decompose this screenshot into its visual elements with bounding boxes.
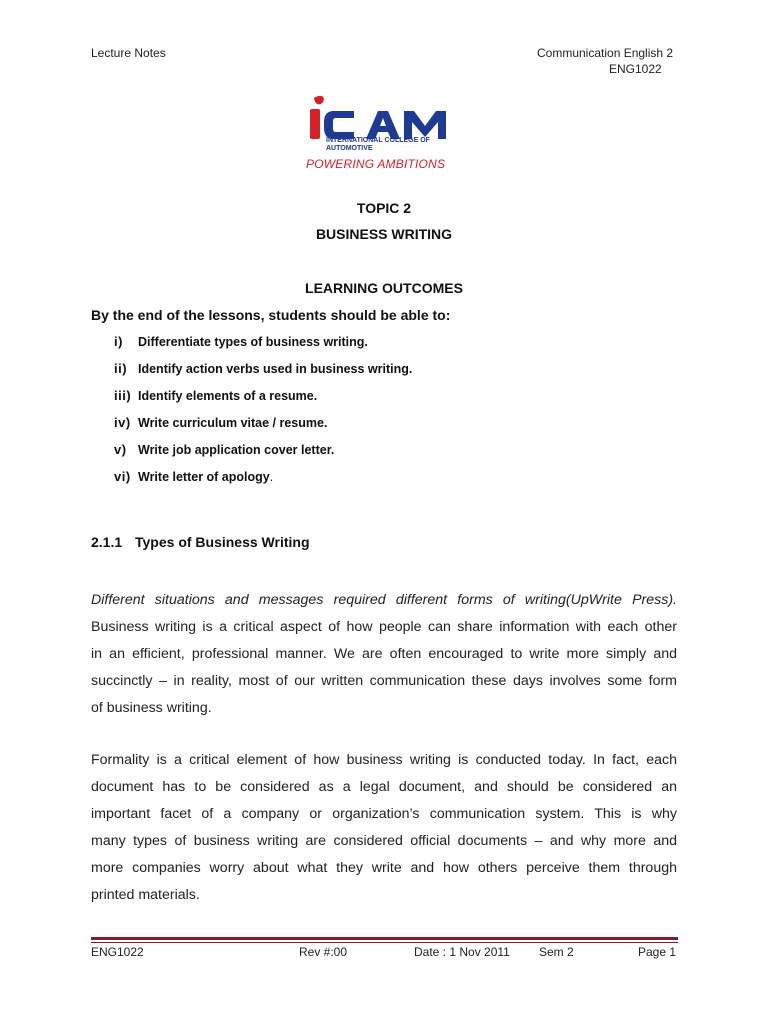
list-item-text: Write curriculum vitae / resume. <box>138 416 328 430</box>
footer-rule-thick <box>91 937 678 940</box>
logo-subtitle-2: AUTOMOTIVE <box>326 145 373 152</box>
footer-course-code: ENG1022 <box>91 945 144 959</box>
footer-date: Date : 1 Nov 2011 <box>414 945 510 959</box>
paragraph-line: document has to be considered as a legal document, and should be considered an <box>91 779 677 795</box>
list-item <box>114 469 273 484</box>
list-item <box>114 415 327 430</box>
list-item <box>114 442 334 457</box>
list-item <box>114 334 368 349</box>
list-item-text: Differentiate types of business writing. <box>138 335 368 349</box>
list-item <box>114 388 317 403</box>
section-number: 2.1.1 <box>91 534 123 550</box>
logo-subtitle-1: INTERNATIONAL COLLEGE OF <box>326 137 430 144</box>
header-right-code: ENG1022 <box>609 62 662 76</box>
list-item-text: Write job application cover letter. <box>138 443 335 457</box>
learning-outcomes-heading: LEARNING OUTCOMES <box>305 280 463 296</box>
paragraph-line: succinctly – in reality, most of our written communication these days involves some form <box>91 673 677 689</box>
paragraph-line: in an efficient, professional manner. We are often encouraged to write more simply and <box>91 646 677 662</box>
list-item-number: v) <box>114 442 127 457</box>
list-item-text: Identify elements of a resume. <box>138 389 318 403</box>
page-title: BUSINESS WRITING <box>315 226 453 242</box>
paragraph-2 <box>91 747 677 909</box>
list-item-number: iii) <box>114 388 132 403</box>
topic-number: TOPIC 2 <box>356 200 412 216</box>
list-item-number: vi) <box>114 469 131 484</box>
paragraph-1 <box>91 587 677 722</box>
footer-semester: Sem 2 <box>539 945 574 959</box>
outcomes-intro: By the end of the lessons, students should be able to: <box>91 307 451 323</box>
list-item-number: i) <box>114 334 123 349</box>
list-item-text: Write letter of apology <box>138 470 270 484</box>
footer-rule-thin <box>91 942 678 943</box>
paragraph-line: Business writing is a critical aspect of how people can share information with each other <box>91 619 677 635</box>
paragraph-line: many types of business writing are considered official documents – and why more and <box>91 833 677 849</box>
footer-page-number: Page 1 <box>638 945 677 959</box>
paragraph-line: more companies worry about what they write and how others perceive them through <box>91 860 677 876</box>
section-title: Types of Business Writing <box>135 534 310 550</box>
logo-tagline: POWERING AMBITIONS <box>306 157 446 171</box>
paragraph-line: printed materials. <box>91 887 200 903</box>
list-item-suffix: . <box>269 470 274 484</box>
paragraph-line: Formality is a critical element of how business writing is conducted today. In fact, each <box>91 752 677 768</box>
list-item <box>114 361 412 376</box>
list-item-number: iv) <box>114 415 131 430</box>
paragraph-line: Different situations and messages required different forms of writing(UpWrite Press). <box>91 592 677 608</box>
header-left: Lecture Notes <box>91 46 166 60</box>
section-heading <box>91 534 310 550</box>
paragraph-line: of business writing. <box>91 700 212 716</box>
header-right-title: Communication English 2 <box>537 46 674 60</box>
paragraph-line: important facet of a company or organization’s communication system. This is why <box>91 806 677 822</box>
list-item-text: Identify action verbs used in business writing. <box>138 362 413 376</box>
footer-revision: Rev #:00 <box>299 945 348 959</box>
list-item-number: ii) <box>114 361 128 376</box>
